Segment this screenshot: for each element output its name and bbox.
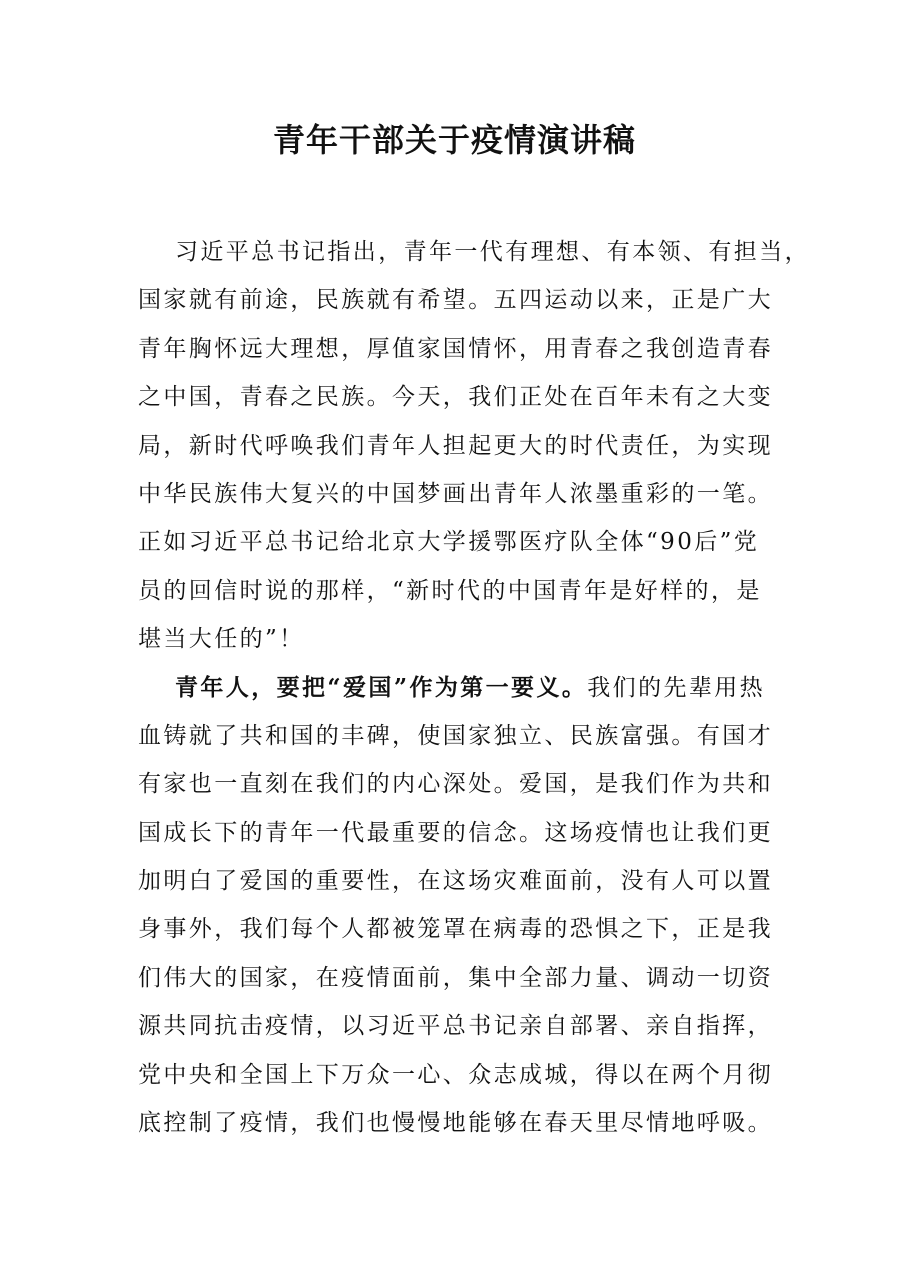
paragraph-line: 员的回信时说的那样，“新时代的中国青年是好样的，是: [138, 577, 762, 604]
paragraph-line: 正如习近平总书记给北京大学援鄂医疗队全体“90后”党: [138, 529, 760, 556]
paragraph-line: 堪当大任的”！: [138, 626, 305, 653]
paragraph-heading: 青年人，要把“爱国”作为第一要义。: [175, 673, 588, 701]
paragraph-line-rest: 我们的先辈用热: [587, 674, 766, 701]
paragraph-line: 身事外，我们每个人都被笼罩在病毒的恐惧之下，正是我: [138, 916, 773, 943]
paragraph-line: 加明白了爱国的重要性，在这场灾难面前，没有人可以置: [138, 868, 773, 895]
paragraph-line: 源共同抗击疫情，以习近平总书记亲自部署、亲自指挥，: [138, 1013, 773, 1040]
paragraph-line: 血铸就了共和国的丰碑，使国家独立、民族富强。有国才: [138, 722, 773, 749]
document-body: [138, 228, 810, 1147]
paragraph-2: [138, 664, 778, 1148]
paragraph-line: 青年胸怀远大理想，厚值家国情怀，用青春之我创造青春: [138, 335, 773, 362]
paragraph-line: 有家也一直刻在我们的内心深处。爱国，是我们作为共和: [138, 771, 773, 798]
paragraph-line: 之中国，青春之民族。今天，我们正处在百年未有之大变: [138, 384, 773, 411]
paragraph-first-line: [138, 664, 778, 712]
paragraph-line: 底控制了疫情，我们也慢慢地能够在春天里尽情地呼吸。: [138, 1110, 773, 1137]
paragraph-line: 国成长下的青年一代最重要的信念。这场疫情也让我们更: [138, 819, 773, 846]
paragraph-1: [138, 228, 810, 664]
document-title: 青年干部关于疫情演讲稿: [272, 121, 636, 159]
paragraph-line: 中华民族伟大复兴的中国梦画出青年人浓墨重彩的一笔。: [138, 480, 773, 507]
paragraph-line: 国家就有前途，民族就有希望。五四运动以来，正是广大: [138, 287, 773, 314]
paragraph-line: 党中央和全国上下万众一心、众志成城，得以在两个月彻: [138, 1061, 773, 1088]
paragraph-line: 局，新时代呼唤我们青年人担起更大的时代责任，为实现: [138, 432, 773, 459]
paragraph-line: 们伟大的国家，在疫情面前，集中全部力量、调动一切资: [138, 964, 773, 991]
paragraph-line: 习近平总书记指出，青年一代有理想、有本领、有担当，: [175, 239, 810, 265]
